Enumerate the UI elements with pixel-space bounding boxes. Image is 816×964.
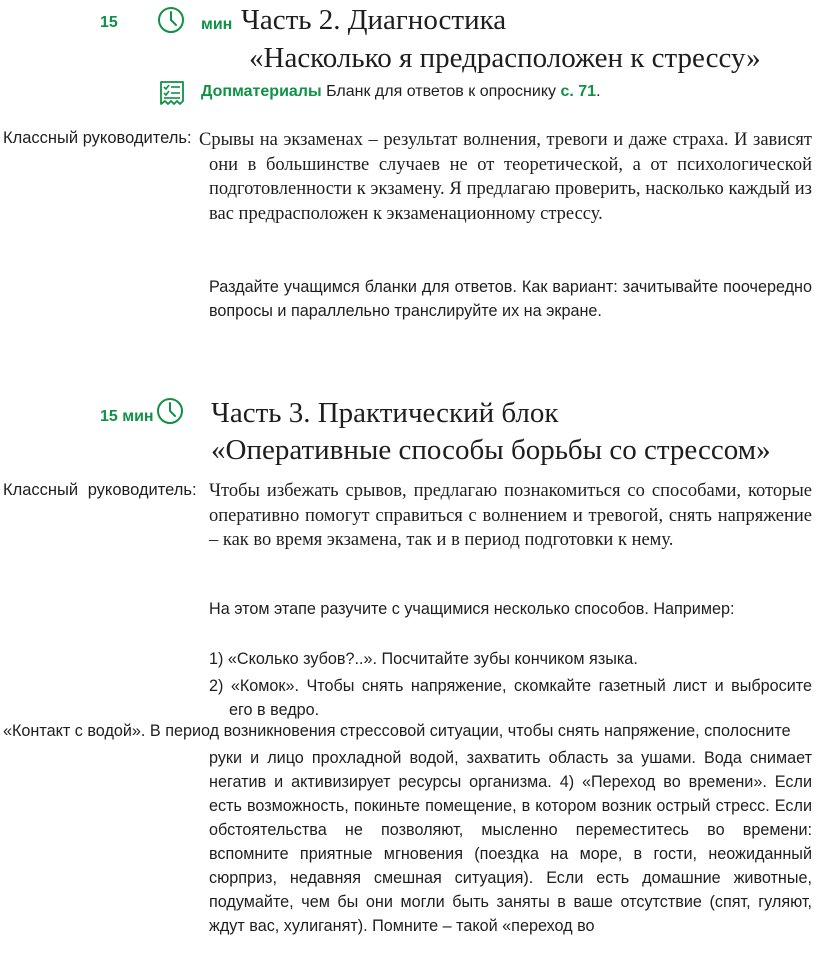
part3-intro: На этом этапе разучите с учащимися несколько способов. Например: — [209, 600, 735, 618]
part2-title-line2: «Насколько я предрасположен к стрессу» — [249, 42, 761, 74]
method-item-3-rest: руки и лицо прохладной водой, захватить область за ушами. Вода снимает негатив и активизирует ресурсы организма. 4) «Переход во времени». Если есть возможность, покиньте помещение, в котором возник острый стресс. Если обстоятельства не позволяют, мысленно переместитесь во времени: вспомните приятные мгновения (поездка на море, в гости, неожиданный сюрприз, недавняя смешная ситуация). Если есть домашние животные, подумайте, чем бы они могли быть заняты в ваше отсутствие (спят, гуляют, ждут вас, хулиганят). Помните – такой «переход во — [209, 749, 812, 935]
materials-line — [201, 83, 601, 101]
clock-icon — [157, 6, 185, 34]
part3-title-line2: «Оперативные способы борьбы со стрессом» — [211, 434, 771, 466]
part2-speech: Срывы на экзаменах – результат волнения, тревоги и даже страха. И зависят они в большинстве случаев не от теоретической, а от психологической подготовленности к экзамену. Я предлагаю проверить, насколько каждый из вас предрасположен к экзаменационному стрессу. — [199, 130, 812, 224]
part2-instruction: Раздайте учащимся бланки для ответов. Как вариант: зачитывайте поочередно вопросы и параллельно транслируйте их на экране. — [209, 278, 812, 320]
part2-time-unit: мин — [201, 16, 233, 33]
part3-speech: Чтобы избежать срывов, предлагаю познакомиться со способами, которые оперативно помогут справиться с волнением и тревогой, снять напряжение – как во время экзамена, так и в период подготовки к нему. — [209, 481, 812, 550]
part3-title-line1: Часть 3. Практический блок — [211, 397, 559, 429]
method-item-2: 2) «Комок». Чтобы снять напряжение, скомкайте газетный лист и выбросите его в ведро. — [209, 677, 812, 719]
materials-end: . — [596, 83, 601, 100]
materials-page-link[interactable]: с. 71 — [560, 83, 597, 100]
clock-icon — [156, 397, 184, 425]
part2-title-line1: Часть 2. Диагностика — [241, 4, 507, 36]
part2-time-number: 15 — [100, 14, 118, 31]
form-icon — [158, 80, 186, 108]
materials-label: Допматериалы — [201, 83, 322, 100]
part3-speaker: Классный руководитель: — [3, 481, 197, 499]
materials-text: Бланк для ответов к опроснику — [326, 83, 557, 100]
method-item-3-lead: «Контакт с водой». В период возникновения стрессовой ситуации, чтобы снять напряжение, сполосните — [3, 722, 791, 740]
part2-speaker: Классный руководитель: — [3, 129, 192, 147]
part3-time-label: 15 мин — [100, 408, 154, 425]
method-item-1: 1) «Сколько зубов?..». Посчитайте зубы кончиком языка. — [209, 650, 638, 668]
